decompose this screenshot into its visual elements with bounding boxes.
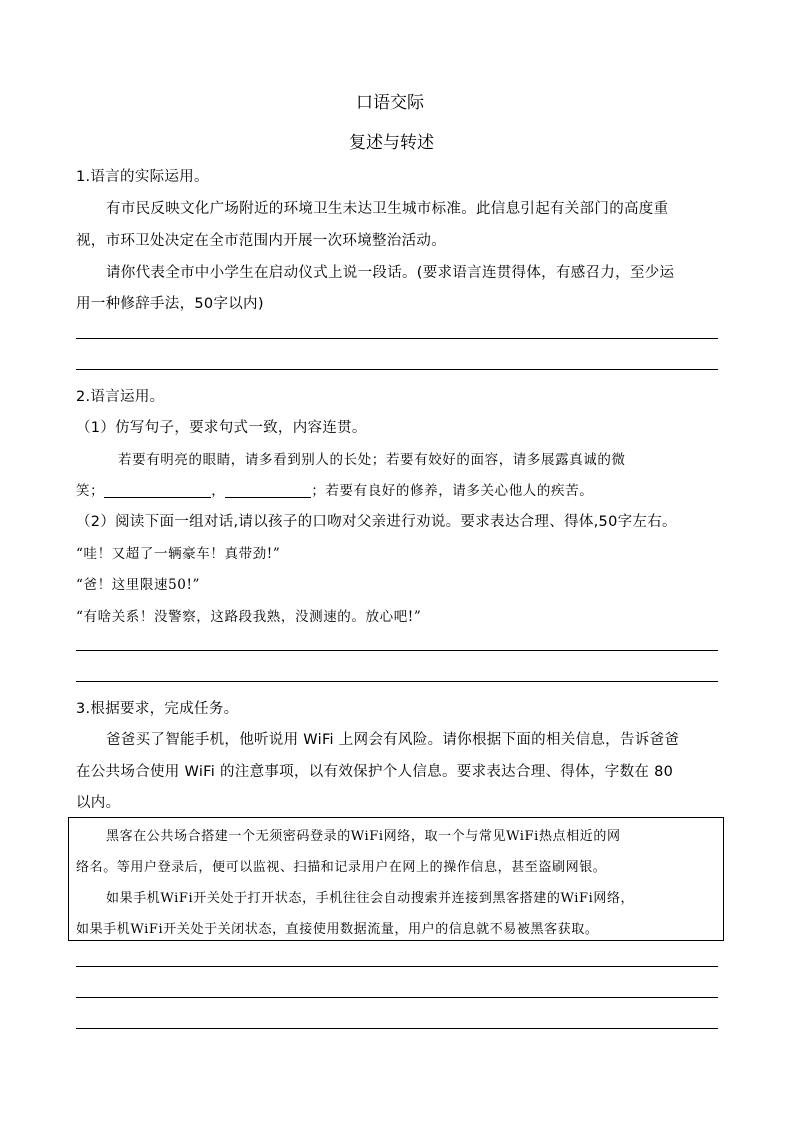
q2-example-sentence: 若要有明亮的眼睛，请多看到别人的长处；若要有姣好的面容，请多展露真诚的微	[118, 452, 626, 468]
answer-line[interactable]	[76, 369, 718, 370]
q1-heading: 1.语言的实际运用。	[76, 169, 209, 185]
info-box-line: 如果手机WiFi开关处于打开状态，手机往往会自动搜索并连接到黑客搭建的WiFi网络，	[106, 891, 635, 906]
dialogue-line: “有啥关系！没警察，这路段我熟，没测速的。放心吧!”	[76, 609, 422, 625]
info-box-line: 络名。等用户登录后，便可以监视、扫描和记录用户在网上的操作信息，甚至盗刷网银。	[76, 860, 607, 875]
q2-fill-comma: ，	[211, 483, 226, 499]
q2-heading: 2.语言运用。	[76, 389, 165, 405]
q2-fill-end: ；若要有良好的修养，请多关心他人的疾苦。	[311, 483, 594, 499]
info-box-line: 如果手机WiFi开关处于关闭状态，直接使用数据流量，用户的信息就不易被黑客获取。	[76, 922, 599, 937]
answer-line[interactable]	[76, 997, 718, 998]
answer-line[interactable]	[76, 966, 718, 967]
info-box-line: 黑客在公共场合搭建一个无须密码登录的WiFi网络，取一个与常见WiFi热点相近的网	[106, 829, 621, 844]
answer-line[interactable]	[76, 1028, 718, 1029]
q1-instruction-line: 请你代表全市中小学生在启动仪式上说一段话。(要求语言连贯得体，有感召力，至少运	[106, 265, 675, 281]
q2-subquestion-2: （2）阅读下面一组对话,请以孩子的口吻对父亲进行劝说。要求表达合理、得体,50字左右。	[76, 514, 677, 530]
page-title: 口语交际	[356, 93, 424, 113]
fill-blank-2[interactable]	[225, 483, 311, 498]
q3-heading: 3.根据要求，完成任务。	[76, 701, 239, 717]
q1-instruction-line: 用一种修辞手法，50字以内)	[76, 296, 264, 312]
q2-fill-start: 笑；	[76, 483, 105, 499]
answer-line[interactable]	[76, 338, 718, 339]
q1-paragraph-line: 有市民反映文化广场附近的环境卫生未达卫生城市标准。此信息引起有关部门的高度重	[106, 201, 669, 217]
fill-blank-1[interactable]	[104, 483, 211, 498]
q3-paragraph-line: 以内。	[76, 795, 121, 811]
q3-paragraph-line: 在公共场合使用 WiFi 的注意事项，以有效保护个人信息。要求表达合理、得体，字数在 80	[76, 764, 674, 780]
answer-line[interactable]	[76, 681, 718, 682]
dialogue-line: “爸！这里限速50!”	[76, 577, 201, 593]
q2-subquestion-1: （1）仿写句子，要求句式一致，内容连贯。	[76, 420, 367, 436]
page-subtitle: 复述与转述	[349, 133, 434, 153]
q2-fill-sentence	[76, 479, 593, 499]
dialogue-line: “哇！又超了一辆豪车！真带劲!”	[76, 546, 281, 562]
q1-paragraph-line: 视，市环卫处决定在全市范围内开展一次环境整治活动。	[76, 233, 446, 249]
answer-line[interactable]	[76, 650, 718, 651]
q3-paragraph-line: 爸爸买了智能手机，他听说用 WiFi 上网会有风险。请你根据下面的相关信息，告诉爸爸	[106, 732, 680, 748]
